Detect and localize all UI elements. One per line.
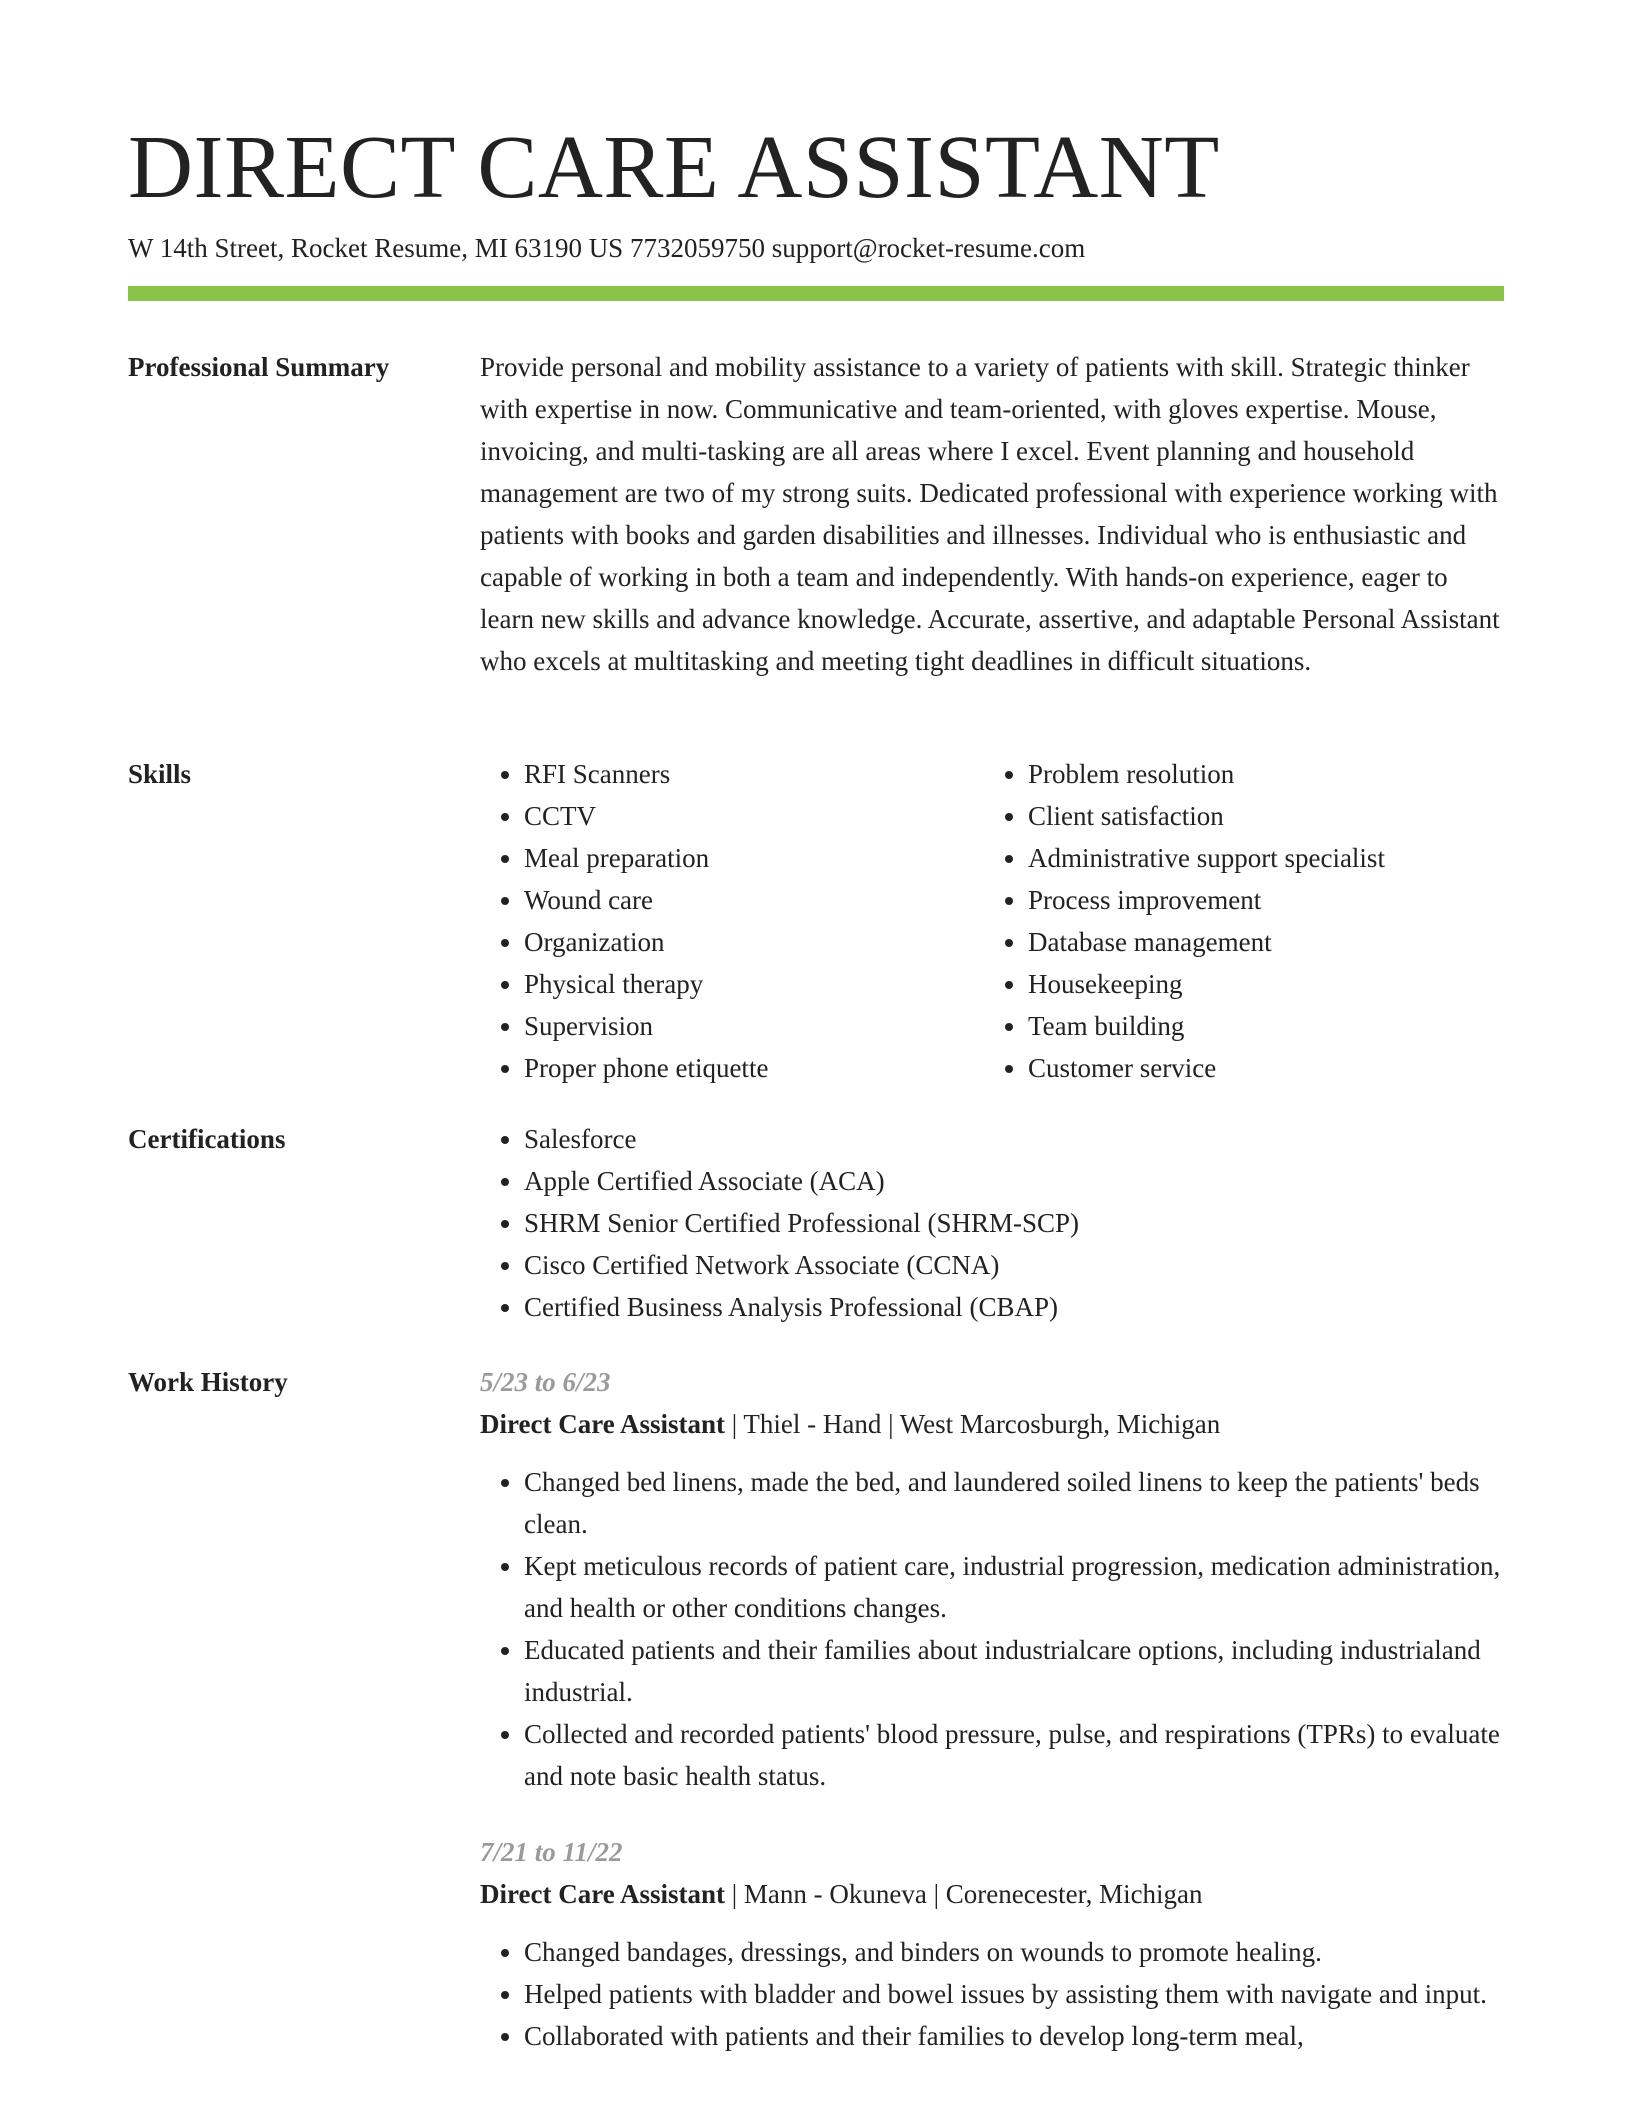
certifications-list xyxy=(480,1118,1504,1328)
skill-item: • Team building xyxy=(1028,1005,1488,1047)
skill-item: • Administrative support specialist xyxy=(1028,837,1488,879)
skills-section xyxy=(128,753,1504,1093)
skill-item: • Problem resolution xyxy=(1028,753,1488,795)
job-heading xyxy=(480,1403,1504,1445)
skills-column-left xyxy=(480,753,984,1089)
skills-list-right xyxy=(984,753,1488,1089)
job-dates: 5/23 to 6/23 xyxy=(480,1367,611,1397)
certification-item: • Salesforce xyxy=(524,1118,1504,1160)
job-bullet: • Kept meticulous records of patient care, industrial progression, medication administration, and health or other conditions changes. xyxy=(524,1545,1504,1629)
summary-label: Professional Summary xyxy=(128,352,390,382)
job-details: | Thiel - Hand | West Marcosburgh, Michigan xyxy=(724,1409,1221,1439)
skills-list-left xyxy=(480,753,984,1089)
job-bullet: • Changed bandages, dressings, and binders on wounds to promote healing. xyxy=(524,1931,1504,1973)
job-bullet: • Educated patients and their families about industrialcare options, including industrialand industrial. xyxy=(524,1629,1504,1713)
contact-info: W 14th Street, Rocket Resume, MI 63190 US 7732059750 support@rocket-resume.com xyxy=(128,233,1086,263)
work-history-label: Work History xyxy=(128,1367,288,1397)
skill-item: • Organization xyxy=(524,921,984,963)
job-bullet: • Helped patients with bladder and bowel issues by assisting them with navigate and input. xyxy=(524,1973,1504,2015)
skill-item: • Database management xyxy=(1028,921,1488,963)
skill-item: • Customer service xyxy=(1028,1047,1488,1089)
job-title: Direct Care Assistant xyxy=(480,1409,725,1439)
job-bullet: • Changed bed linens, made the bed, and laundered soiled linens to keep the patients' beds clean. xyxy=(524,1461,1504,1545)
header-divider xyxy=(128,286,1504,301)
skill-item: • Process improvement xyxy=(1028,879,1488,921)
certification-item: • Certified Business Analysis Professional (CBAP) xyxy=(524,1286,1504,1328)
skills-column-right xyxy=(984,753,1488,1089)
resume-header xyxy=(128,118,1504,301)
job-bullet: • Collected and recorded patients' blood pressure, pulse, and respirations (TPRs) to evaluate and note basic health status. xyxy=(524,1713,1504,1797)
job-title: Direct Care Assistant xyxy=(480,1879,725,1909)
certifications-content xyxy=(480,1118,1504,1328)
job-bullets xyxy=(480,1461,1504,1797)
job-bullets xyxy=(480,1931,1504,2057)
job-heading xyxy=(480,1873,1504,1915)
skill-item: • Housekeeping xyxy=(1028,963,1488,1005)
skills-label: Skills xyxy=(128,759,192,789)
work-history-section xyxy=(128,1361,1504,2112)
skill-item: • Client satisfaction xyxy=(1028,795,1488,837)
skill-item: • CCTV xyxy=(524,795,984,837)
summary-section xyxy=(128,346,1504,726)
job-entry xyxy=(480,1831,1504,2057)
certification-item: • Apple Certified Associate (ACA) xyxy=(524,1160,1504,1202)
certification-item: • Cisco Certified Network Associate (CCNA) xyxy=(524,1244,1504,1286)
certifications-label: Certifications xyxy=(128,1124,286,1154)
work-history-content xyxy=(480,1361,1504,2083)
job-bullet: • Collaborated with patients and their families to develop long-term meal, xyxy=(524,2015,1504,2057)
certification-item: • SHRM Senior Certified Professional (SHRM-SCP) xyxy=(524,1202,1504,1244)
summary-text: Provide personal and mobility assistance to a variety of patients with skill. Strategic thinker with expertise in now. Communicative and team-oriented, with gloves expertise. Mouse, invoicing, and multi-tasking are all areas where I excel. Event planning and household management are two of my strong suits. Dedicated professional with experience working with patients with books and garden disabilities and illnesses. Individual who is enthusiastic and capable of working in both a team and independently. With hands-on experience, eager to learn new skills and advance knowledge. Accurate, assertive, and adaptable Personal Assistant who excels at multitasking and meeting tight deadlines in difficult situations. xyxy=(480,352,1500,676)
job-dates: 7/21 to 11/22 xyxy=(480,1837,623,1867)
skill-item: • Physical therapy xyxy=(524,963,984,1005)
skill-item: • Supervision xyxy=(524,1005,984,1047)
candidate-name: DIRECT CARE ASSISTANT xyxy=(128,118,1220,217)
job-details: | Mann - Okuneva | Corenecester, Michigan xyxy=(724,1879,1203,1909)
skill-item: • Proper phone etiquette xyxy=(524,1047,984,1089)
certifications-section xyxy=(128,1118,1504,1338)
skill-item: • RFI Scanners xyxy=(524,753,984,795)
skills-grid xyxy=(480,753,1504,1089)
skill-item: • Meal preparation xyxy=(524,837,984,879)
skill-item: • Wound care xyxy=(524,879,984,921)
job-entry xyxy=(480,1361,1504,1797)
